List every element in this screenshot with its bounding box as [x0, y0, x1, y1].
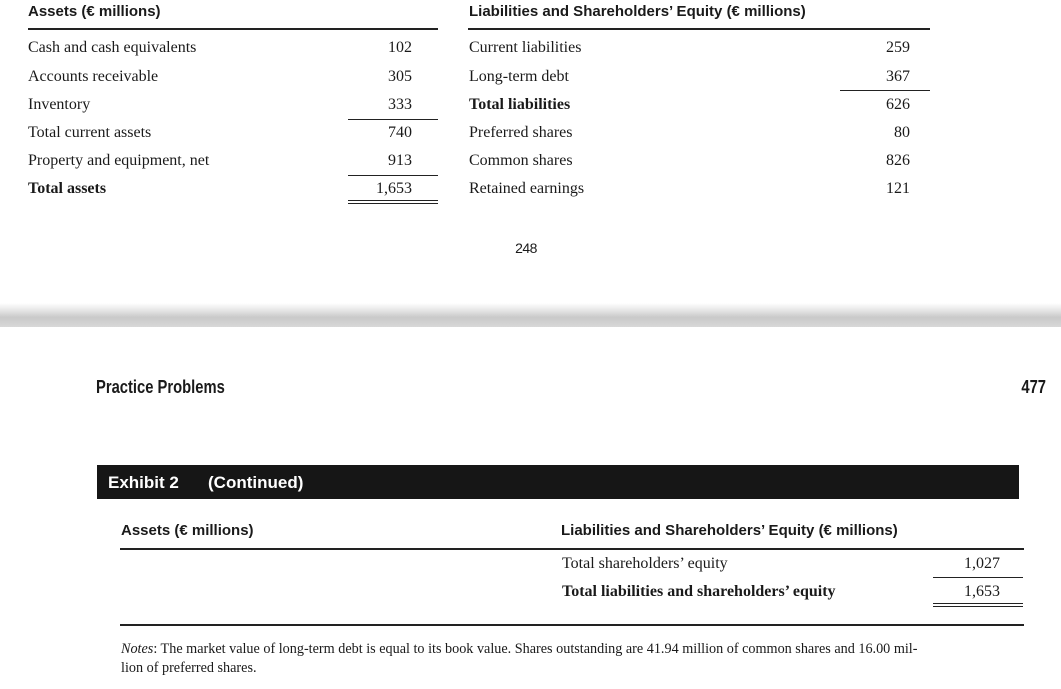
liab-label-common: Common shares: [469, 152, 573, 169]
asset-label-receivable: Accounts receivable: [28, 68, 159, 85]
total-liab-equity-double-rule: [933, 603, 1023, 607]
assets-header: Assets (€ millions): [28, 3, 161, 20]
liab-label-preferred: Preferred shares: [469, 124, 573, 141]
liab-subtotal-rule: [840, 90, 930, 91]
exhibit-label: Exhibit 2: [108, 473, 179, 492]
notes-label: Notes: [121, 641, 154, 657]
asset-label-cash: Cash and cash equivalents: [28, 39, 197, 56]
total-rule: [348, 175, 438, 176]
exhibit-continued: (Continued): [208, 473, 304, 492]
liabilities-header-2: Liabilities and Shareholders’ Equity (€ millions): [561, 522, 898, 539]
asset-value-receivable: 305: [388, 68, 412, 85]
asset-value-inventory: 333: [388, 96, 412, 113]
liab-value-retained: 121: [886, 180, 910, 197]
equity-label: Total shareholders’ equity: [562, 555, 728, 572]
liab-label-retained: Retained earnings: [469, 180, 585, 197]
exhibit-bottom-rule: [120, 624, 1024, 626]
total-double-rule: [348, 200, 438, 204]
equity-value: 1,027: [964, 555, 1000, 572]
liabilities-header-rule: [468, 28, 930, 30]
notes-line-2: lion of preferred shares.: [121, 660, 257, 676]
page-number-477: 477: [1021, 377, 1046, 397]
assets-header-2: Assets (€ millions): [121, 522, 254, 539]
running-head: Practice Problems: [96, 377, 225, 397]
exhibit-header-rule: [120, 548, 1024, 550]
exhibit-title-bar: [97, 465, 1019, 499]
exhibit-notes: [121, 640, 1031, 678]
liab-label-longterm: Long-term debt: [469, 68, 569, 85]
liab-label-current: Current liabilities: [469, 39, 582, 56]
asset-value-total: 1,653: [376, 180, 412, 197]
liab-label-total: Total liabilities: [469, 96, 571, 113]
asset-value-current-total: 740: [388, 124, 412, 141]
asset-label-current-total: Total current assets: [28, 124, 152, 141]
notes-line-1: : The market value of long-term debt is equal to its book value. Shares outstanding are 41.94 million of common shares and 16.00 mil-: [153, 641, 918, 657]
liab-value-longterm: 367: [886, 68, 910, 85]
asset-value-cash: 102: [388, 39, 412, 56]
asset-label-inventory: Inventory: [28, 96, 91, 113]
subtotal-rule: [348, 119, 438, 120]
page-number-248: 248: [515, 240, 537, 256]
total-liab-equity-value: 1,653: [964, 583, 1000, 600]
liab-value-total: 626: [886, 96, 910, 113]
asset-label-property: Property and equipment, net: [28, 152, 210, 169]
asset-value-property: 913: [388, 152, 412, 169]
assets-header-rule: [28, 28, 438, 30]
total-liab-equity-label: Total liabilities and shareholders’ equity: [562, 583, 836, 600]
equity-rule: [933, 577, 1023, 578]
liab-value-current: 259: [886, 39, 910, 56]
page-separator: [0, 303, 1061, 327]
liabilities-header: Liabilities and Shareholders’ Equity (€ millions): [469, 3, 806, 20]
asset-label-total: Total assets: [28, 180, 107, 197]
liab-value-preferred: 80: [894, 124, 910, 141]
liab-value-common: 826: [886, 152, 910, 169]
